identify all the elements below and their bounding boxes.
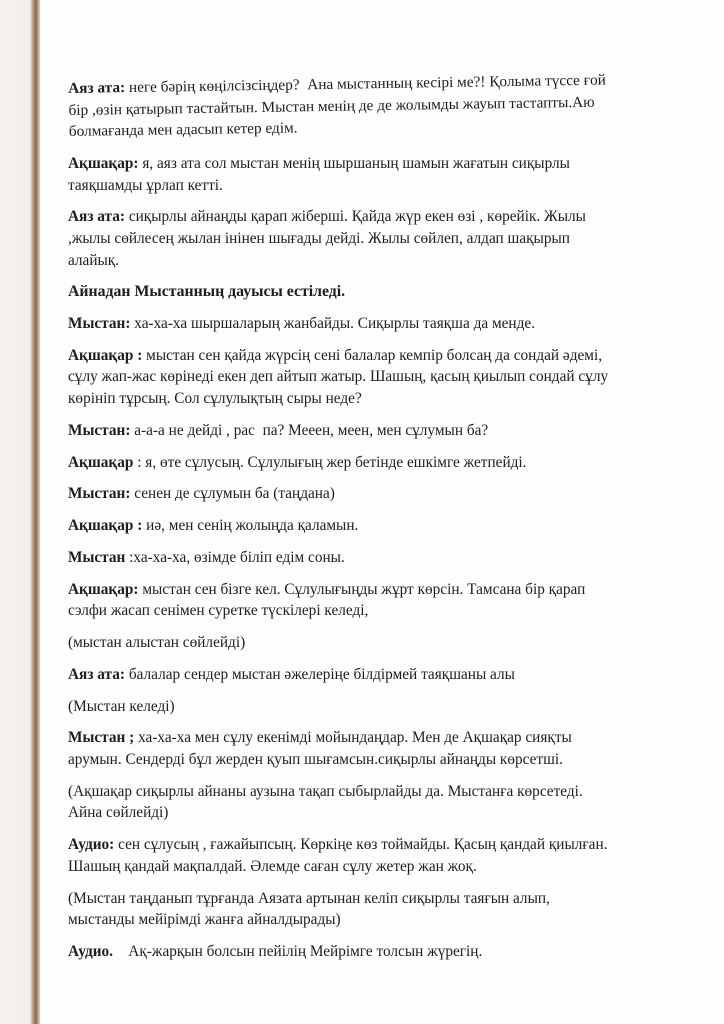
line-text: сен сұлусың , ғажайыпсың. Көркіңе көз тоймайды. Қасың қандай қиылған. [114,836,608,854]
line-text: арумын. Сендерді бұл жерден қуып шығамсын.сиқырлы айнаңды көрсетші. [68,751,563,769]
speaker-name: Мыстан: [68,315,131,333]
line-text: :ха-ха-ха, өзімде біліп едім соны. [125,548,345,566]
text-line [68,888,708,910]
line-text: : я, өте сұлусың. Сұлулығың жер бетінде ешкімге жетпейді. [133,453,527,471]
text-line [68,175,708,197]
speaker-name: Аудио: [68,836,115,854]
dialogue-line [68,664,708,686]
speaker-name: Ақшақар : [68,517,143,535]
dialogue-line [68,834,708,877]
speaker-name: Аудио. [68,942,113,960]
line-text: (Мыстан таңданып тұрғанда Аязата артынан келіп сиқырлы таяғын алып, [68,889,550,907]
line-text: а-а-а не дейді , рас па? Мееен, меен, мен сұлумын ба? [130,421,489,439]
text-line [68,452,708,474]
text-line [68,749,708,771]
stage-heading [68,281,708,303]
speaker-name: Мыстан [68,548,126,566]
line-text: неге бәрің көңілсізсіңдер? Ана мыстанның кесірі ме?! Қолыма түссе ғой [125,71,606,97]
dialogue-line [68,547,708,569]
text-line [68,696,708,718]
speaker-name: Ақшақар: [68,154,139,172]
text-line [68,664,708,686]
line-text: болмағанда мен адасып кетер едім. [68,119,298,141]
speaker-name: Мыстан: [68,421,131,439]
text-line [68,600,708,622]
dialogue-line [68,515,708,537]
line-text: сұлу жап-жас көрінеді екен деп айтып жатыр. Шашың, қасың қиылып сондай сұлу [68,368,609,386]
line-text: көрініп тұрсың. Сол сұлулықтың сыры неде? [68,390,362,408]
line-text: ха-ха-ха шыршаларың жанбайды. Сиқырлы таяқша да менде. [130,315,536,333]
text-line [68,632,708,654]
line-text: балалар сендер мыстан әжелеріңе білдірмей таяқшаны алы [125,665,515,683]
line-text: (Мыстан келеді) [68,697,175,715]
line-text: мыстан сен бізге кел. Сұлулығыңды жұрт көрсін. Тамсана бір қарап [138,580,586,598]
speaker-name: Мыстан ; [68,729,135,747]
line-text: мыстан сен қайда жүрсің сені балалар кемпір болсаң да сондай әдемі, [142,346,603,364]
document-page [68,71,708,973]
line-text: сэлфи жасап сенімен суретке түскілері келеді, [68,602,369,620]
line-text: иә, мен сенің жолыңда қаламын. [142,517,359,535]
dialogue-line [68,68,709,143]
text-line [68,547,708,569]
stage-direction [68,781,708,824]
text-line [68,313,708,335]
stage-direction [68,696,708,718]
text-line [68,727,708,749]
line-text: ха-ха-ха мен сұлу екенімді мойындаңдар. Мен де Ақшақар сияқты [134,729,572,747]
speaker-name: Аяз ата: [68,79,126,97]
text-line [68,250,708,272]
text-line [68,388,708,410]
text-line [68,483,708,505]
line-text: таяқшамды ұрлап кетті. [68,176,223,194]
stage-direction [68,888,708,931]
line-text: (мыстан алыстан сөйлейді) [68,634,246,652]
dialogue-line [68,313,708,335]
dialogue-line [68,483,708,505]
text-line [68,834,708,856]
speaker-name: Ақшақар : [68,346,143,364]
text-line [68,366,708,388]
text-line [68,153,708,175]
text-line [68,345,708,367]
line-text: сенен де сұлумын ба (таңдана) [130,485,335,503]
line-text: я, аяз ата сол мыстан менің шыршаның шамын жағатын сиқырлы [138,154,570,172]
line-text: алайық. [68,251,120,269]
dialogue-line [68,579,708,622]
speaker-name: Ақшақар: [68,580,139,598]
text-line [68,941,708,963]
dialogue-line [68,452,708,474]
text-line [68,909,708,931]
dialogue-line [68,941,708,963]
dialogue-line [68,727,708,770]
text-line [68,420,708,442]
speaker-name: Ақшақар [68,453,134,471]
line-text: (Ақшақар сиқырлы айнаны аузына тақап сыбырлайды да. Мыстанға көрсетеді. [68,782,583,800]
stage-direction [68,632,708,654]
text-line [68,206,708,228]
line-text: ,жылы сөйлесең жылан інінен шығады дейді. Жылы сөйлеп, алдап шақырып [68,229,570,247]
dialogue-line [68,420,708,442]
line-text: Шашың қандай мақпалдай. Әлемде саған сұлу жетер жан жоқ. [68,857,477,875]
speaker-name: Мыстан: [68,485,131,503]
speaker-name: Аяз ата: [68,208,125,226]
text-line [68,515,708,537]
dialogue-line [68,206,708,271]
line-text: сиқырлы айнаңды қарап жіберші. Қайда жүр екен өзі , көрейік. Жылы [125,208,586,226]
page-binding-edge [0,0,40,1024]
dialogue-line [68,345,708,410]
line-text: Ақ-жарқын болсын пейілің Мейрімге толсын жүрегің. [113,942,483,960]
line-text: бір ,өзін қатырып тастайтын. Мыстан менің де де жолымды жауып тастапты.Аю [68,93,595,119]
text-line [68,856,708,878]
text-line [68,781,708,803]
speaker-name: Аяз ата: [68,665,125,683]
line-text: мыстанды мейірімді жанға айналдырады) [68,911,341,929]
text-line [68,579,708,601]
dialogue-line [68,153,708,196]
text-line [68,228,708,250]
heading-text: Айнадан Мыстанның дауысы естіледі. [68,283,346,301]
text-line [68,802,708,824]
line-text: Айна сөйлейді) [68,804,169,822]
